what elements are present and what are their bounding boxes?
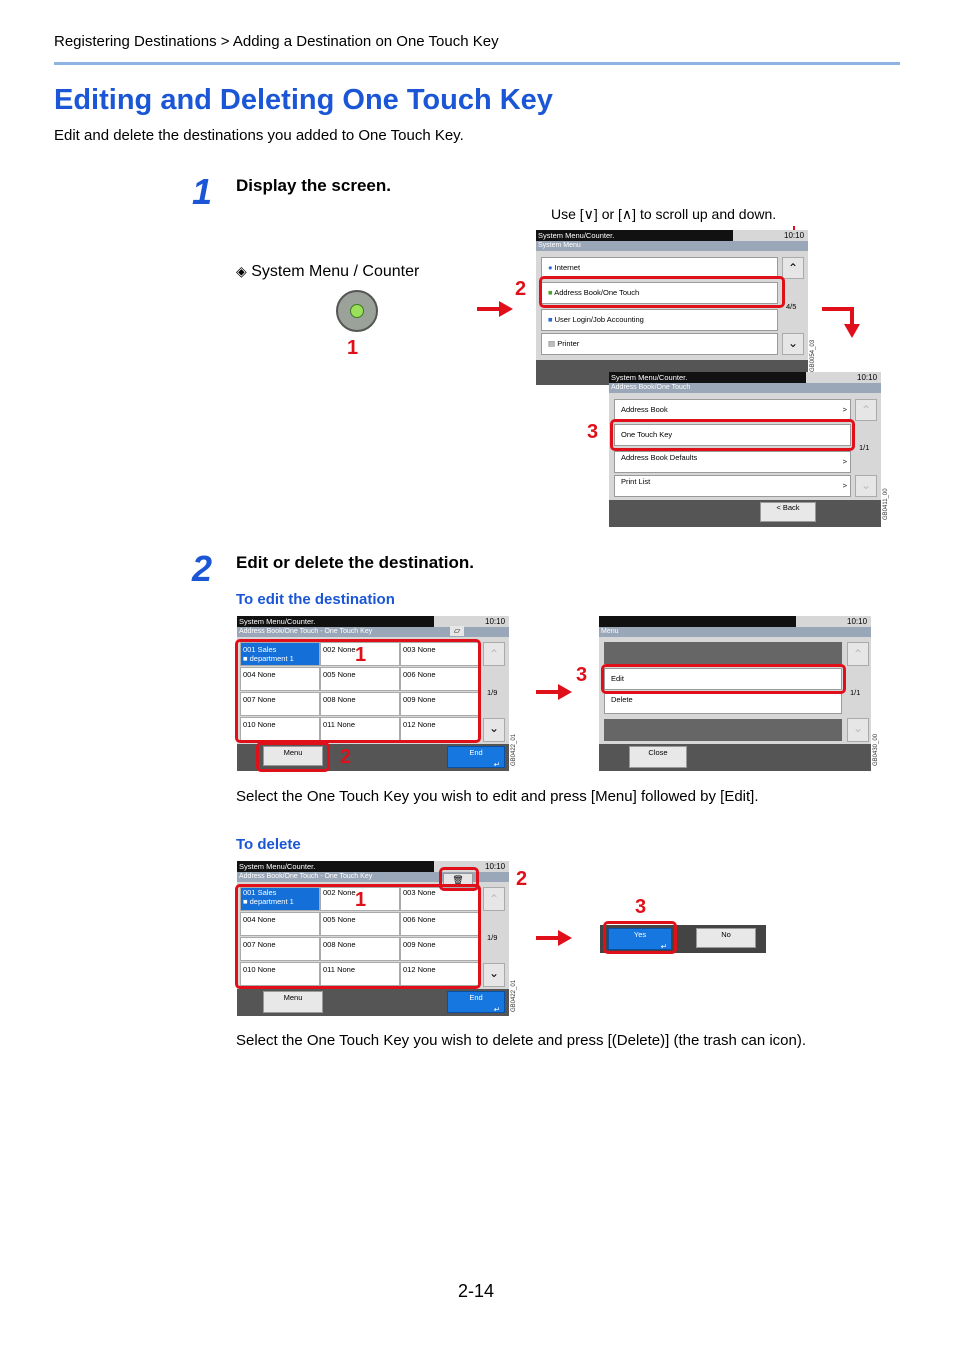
screen-title-bar	[599, 616, 796, 627]
chevron-right-icon: >	[842, 405, 847, 414]
chevron-down-icon: ⌄	[852, 721, 864, 735]
scroll-up-button[interactable]	[847, 642, 869, 666]
callout-1: 1	[347, 337, 359, 359]
menu-button[interactable]: Menu	[263, 991, 323, 1013]
page-indicator: 1/1	[859, 443, 870, 452]
menu-item-edit[interactable]: Edit	[604, 668, 842, 690]
end-button[interactable]: End ↵	[447, 746, 505, 768]
screen-footer	[599, 744, 871, 771]
edit-note: Select the One Touch Key you wish to edit and press [Menu] followed by [Edit].	[236, 788, 759, 805]
scroll-down-button[interactable]	[782, 333, 804, 355]
system-menu-key[interactable]	[336, 290, 378, 332]
one-touch-key-007[interactable]: 007 None	[240, 937, 320, 961]
scroll-up-button[interactable]	[483, 887, 505, 911]
one-touch-key-006[interactable]: 006 None	[400, 912, 480, 936]
page-indicator: 1/1	[850, 688, 861, 697]
menu-item-printer[interactable]: ▤ Printer	[541, 333, 778, 355]
one-touch-key-005[interactable]: 005 None	[320, 667, 400, 691]
image-code: GB0422_01	[511, 733, 517, 766]
one-touch-key-009[interactable]: 009 None	[400, 937, 480, 961]
scroll-up-button[interactable]	[483, 642, 505, 666]
screen-footer	[237, 989, 509, 1016]
image-code: GB0411_00	[883, 488, 889, 520]
globe-icon: ●	[548, 263, 553, 272]
callout-3: 3	[587, 421, 599, 443]
chevron-down-icon: ⌄	[787, 336, 799, 350]
one-touch-key-002[interactable]: 002 None	[320, 642, 400, 666]
system-menu-key-icon: ◈	[236, 263, 247, 279]
enter-icon: ↵	[493, 760, 500, 769]
scroll-down-button[interactable]	[855, 475, 877, 497]
screen-footer	[609, 500, 881, 527]
menu-item-one-touch-key[interactable]: One Touch Key	[614, 424, 851, 446]
one-touch-key-005[interactable]: 005 None	[320, 912, 400, 936]
yes-button[interactable]: Yes ↵	[608, 928, 672, 950]
menu-item-print-list[interactable]: Print List >	[614, 475, 851, 497]
callout-1: 1	[355, 889, 367, 911]
image-code: GB0054_03	[810, 339, 816, 372]
arrow-icon	[536, 690, 560, 694]
step-2-number: 2	[192, 548, 213, 589]
menu-item-user-login[interactable]: ■ User Login/Job Accounting	[541, 309, 778, 331]
screen-title: System Menu/Counter.	[536, 230, 733, 241]
chevron-up-icon: ⌃	[488, 647, 500, 661]
menu-item-internet[interactable]: ● Internet	[541, 257, 778, 279]
one-touch-key-012[interactable]: 012 None	[400, 962, 480, 986]
arrowhead-icon	[558, 930, 572, 946]
address-book-icon: ■	[548, 288, 553, 297]
scroll-down-button[interactable]	[483, 963, 505, 987]
one-touch-key-010[interactable]: 010 None	[240, 717, 320, 741]
scroll-down-button[interactable]	[483, 718, 505, 742]
one-touch-key-010[interactable]: 010 None	[240, 962, 320, 986]
screen-time: 10:10	[485, 862, 506, 871]
contact-icon: ■	[243, 654, 248, 663]
one-touch-key-001[interactable]: 001 Sales ■ department 1	[240, 642, 320, 666]
highlight-box	[539, 276, 785, 308]
contact-icon: ■	[243, 897, 248, 906]
menu-button[interactable]: Menu	[263, 746, 323, 766]
one-touch-key-004[interactable]: 004 None	[240, 667, 320, 691]
chevron-down-icon: ⌄	[488, 966, 500, 980]
screen-time: 10:10	[847, 617, 868, 626]
scroll-note: Use [∨] or [∧] to scroll up and down.	[551, 206, 777, 222]
screen-title: System Menu/Counter.	[237, 861, 434, 872]
page-indicator: 1/9	[487, 933, 498, 942]
enter-icon: ↵	[493, 1005, 500, 1014]
page-title: Editing and Deleting One Touch Key	[54, 84, 553, 116]
arrow-icon	[477, 307, 501, 311]
screen-subtitle: Menu	[599, 627, 871, 637]
callout-2: 2	[516, 868, 528, 890]
system-menu-label	[236, 263, 419, 281]
screen-subtitle: System Menu	[536, 241, 808, 251]
highlight-box	[603, 921, 677, 954]
delete-note: Select the One Touch Key you wish to delete and press [(Delete)] (the trash can icon).	[236, 1032, 807, 1049]
delete-subheading: To delete	[236, 836, 301, 853]
callout-3: 3	[635, 896, 647, 918]
indicator-led-icon	[350, 304, 364, 318]
screen-time: 10:10	[857, 373, 878, 382]
step-1-heading: Display the screen.	[236, 176, 391, 195]
highlight-box	[601, 664, 846, 694]
scroll-down-button[interactable]	[847, 718, 869, 742]
scroll-up-button[interactable]	[855, 399, 877, 421]
edit-subheading: To edit the destination	[236, 591, 395, 608]
screen-time: 10:10	[784, 231, 805, 240]
one-touch-key-008[interactable]: 008 None	[320, 937, 400, 961]
screen-subtitle: Address Book/One Touch - One Touch Key	[237, 627, 509, 637]
image-code: GB0430_00	[873, 733, 879, 766]
user-login-icon: ■	[548, 315, 553, 324]
one-touch-key-002[interactable]: 002 None	[320, 887, 400, 911]
chevron-up-icon: ⌃	[852, 647, 864, 661]
menu-item-address-book-defaults[interactable]: Address Book Defaults >	[614, 451, 851, 473]
arrowhead-icon	[499, 301, 513, 317]
trash-icon[interactable]: ▱	[450, 626, 464, 636]
scroll-up-button[interactable]	[782, 257, 804, 279]
one-touch-key-006[interactable]: 006 None	[400, 667, 480, 691]
page-indicator: 4/5	[786, 302, 797, 311]
chevron-up-icon: ⌃	[860, 403, 872, 417]
one-touch-key-011[interactable]: 011 None	[320, 962, 400, 986]
one-touch-key-008[interactable]: 008 None	[320, 692, 400, 716]
no-button[interactable]: No	[696, 928, 756, 948]
screen-time: 10:10	[485, 617, 506, 626]
page-indicator: 1/9	[487, 688, 498, 697]
callout-1: 1	[355, 644, 367, 666]
screen-subtitle: Address Book/One Touch	[609, 383, 881, 393]
chevron-down-icon: ⌄	[860, 478, 872, 492]
one-touch-key-009[interactable]: 009 None	[400, 692, 480, 716]
intro-text: Edit and delete the destinations you added to One Touch Key.	[54, 127, 464, 144]
page-number: 2-14	[458, 1281, 495, 1301]
one-touch-key-007[interactable]: 007 None	[240, 692, 320, 716]
screen-subtitle: Address Book/One Touch - One Touch Key	[237, 872, 509, 882]
printer-icon: ▤	[548, 339, 556, 348]
chevron-right-icon: >	[842, 457, 847, 466]
callout-3: 3	[576, 664, 588, 686]
one-touch-key-003[interactable]: 003 None	[400, 887, 480, 911]
one-touch-key-001[interactable]: 001 Sales ■ department 1	[240, 887, 320, 911]
trash-icon[interactable]: 🗑	[443, 873, 473, 887]
callout-2: 2	[515, 278, 527, 300]
arrowhead-icon	[558, 684, 572, 700]
arrow-icon	[536, 936, 560, 940]
enter-icon: ↵	[660, 942, 667, 951]
close-button[interactable]: Close	[629, 746, 687, 768]
menu-item-delete[interactable]: Delete	[604, 692, 842, 714]
highlight-box	[256, 742, 330, 772]
one-touch-key-011[interactable]: 011 None	[320, 717, 400, 741]
highlight-box	[439, 867, 479, 891]
chevron-up-icon: ⌃	[488, 892, 500, 906]
one-touch-key-003[interactable]: 003 None	[400, 642, 480, 666]
breadcrumb: Registering Destinations > Adding a Destination on One Touch Key	[54, 33, 499, 50]
callout-2: 2	[340, 746, 352, 768]
header-rule	[54, 62, 900, 65]
step-1-number: 1	[192, 171, 213, 212]
highlight-box	[610, 419, 855, 451]
chevron-right-icon: >	[842, 481, 847, 490]
screen-title: System Menu/Counter.	[609, 372, 806, 383]
arrowhead-icon	[844, 324, 860, 338]
menu-blank-row	[604, 719, 842, 741]
menu-blank-row	[604, 642, 842, 664]
screen-title: System Menu/Counter.	[237, 616, 434, 627]
system-menu-label-text: System Menu / Counter	[251, 263, 420, 280]
back-button[interactable]: < Back	[760, 502, 816, 522]
image-code: GB0422_01	[511, 979, 517, 1012]
one-touch-key-012[interactable]: 012 None	[400, 717, 480, 741]
menu-item-address-book-one-touch[interactable]: ■ Address Book/One Touch	[541, 282, 778, 304]
chevron-down-icon: ⌄	[488, 721, 500, 735]
menu-item-address-book[interactable]: Address Book >	[614, 399, 851, 421]
one-touch-key-004[interactable]: 004 None	[240, 912, 320, 936]
chevron-up-icon: ⌃	[787, 261, 799, 275]
end-button[interactable]: End ↵	[447, 991, 505, 1013]
step-2-heading: Edit or delete the destination.	[236, 553, 475, 572]
